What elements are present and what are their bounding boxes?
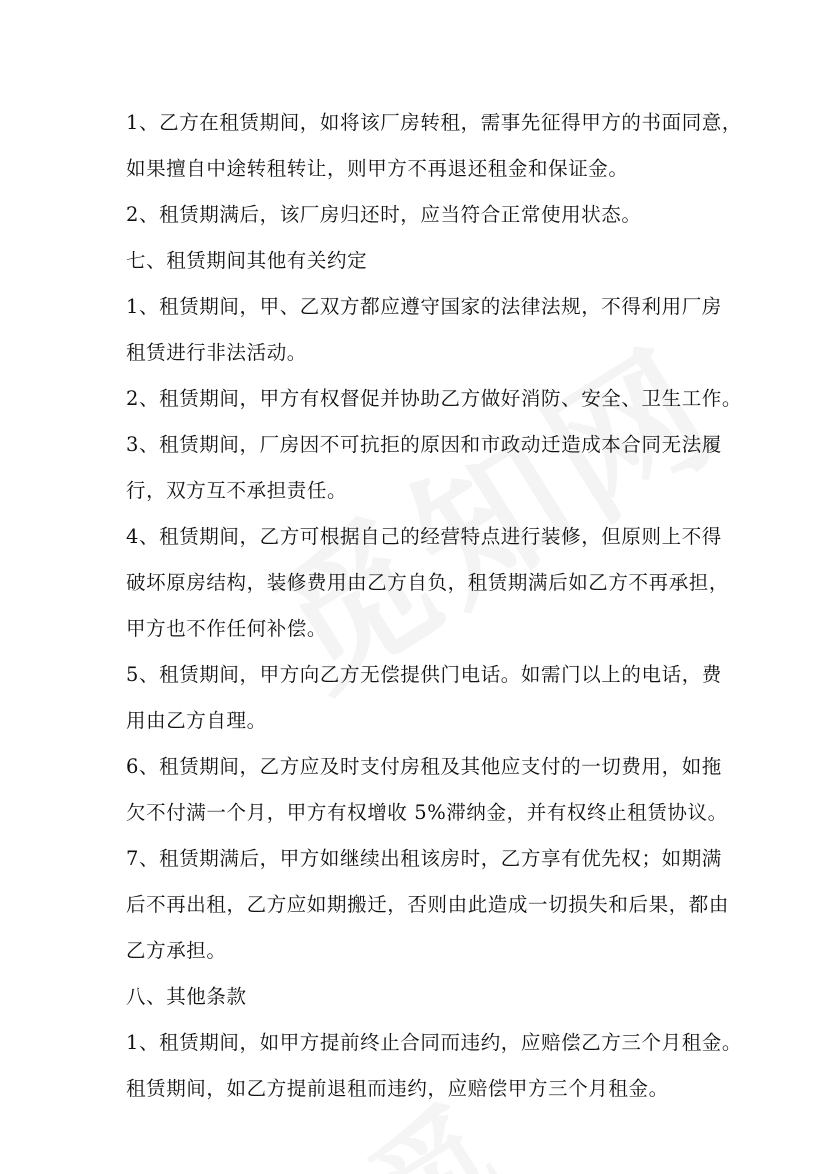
section-heading: 八、其他条款 <box>126 985 247 1008</box>
text-line: 欠不付满一个月，甲方有权增收 5%滞纳金，并有权终止租赁协议。 <box>126 801 728 824</box>
document-body <box>126 100 743 1112</box>
text-line: 行，双方互不承担责任。 <box>126 479 348 502</box>
text-line: 租赁进行非法活动。 <box>126 341 307 364</box>
text-line: 2、租赁期间，甲方有权督促并协助乙方做好消防、安全、卫生工作。 <box>126 387 743 410</box>
text-line: 乙方承担。 <box>126 939 227 962</box>
text-line: 甲方也不作任何补偿。 <box>126 617 328 640</box>
section-heading: 七、租赁期间其他有关约定 <box>126 249 368 272</box>
text-line: 5、租赁期间，甲方向乙方无偿提供门电话。如需门以上的电话，费 <box>126 663 722 686</box>
text-line: 租赁期间，如乙方提前退租而违约，应赔偿甲方三个月租金。 <box>126 1077 669 1100</box>
text-line: 后不再出租，乙方应如期搬迁，否则由此造成一切损失和后果，都由 <box>126 893 730 916</box>
text-line: 7、租赁期满后，甲方如继续出租该房时，乙方享有优先权；如期满 <box>126 847 722 870</box>
text-line: 1、乙方在租赁期间，如将该厂房转租，需事先征得甲方的书面同意， <box>126 111 743 134</box>
text-line: 3、租赁期间，厂房因不可抗拒的原因和市政动迁造成本合同无法履 <box>126 433 722 456</box>
text-line: 4、租赁期间，乙方可根据自己的经营特点进行装修，但原则上不得 <box>126 525 722 548</box>
text-line: 2、租赁期满后，该厂房归还时，应当符合正常使用状态。 <box>126 203 642 226</box>
text-line: 6、租赁期间，乙方应及时支付房租及其他应支付的一切费用，如拖 <box>126 755 722 778</box>
text-line: 破坏原房结构，装修费用由乙方自负，租赁期满后如乙方不再承担， <box>126 571 730 594</box>
text-line: 1、租赁期间，如甲方提前终止合同而违约，应赔偿乙方三个月租金。 <box>126 1031 743 1054</box>
text-line: 用由乙方自理。 <box>126 709 267 732</box>
text-line: 如果擅自中途转租转让，则甲方不再退还租金和保证金。 <box>126 157 629 180</box>
text-line: 1、租赁期间，甲、乙双方都应遵守国家的法律法规，不得利用厂房 <box>126 295 722 318</box>
